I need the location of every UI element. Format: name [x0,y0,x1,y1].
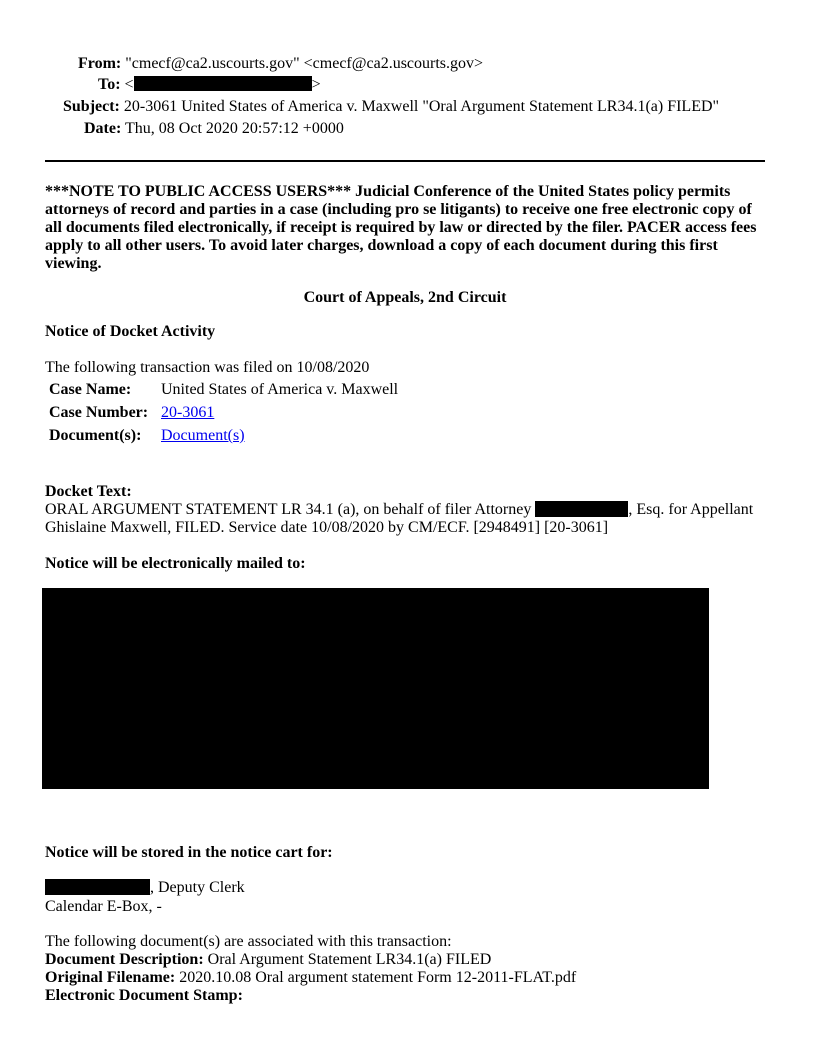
subject-label: Subject: [63,98,120,115]
from-label: From: [78,55,122,72]
notice-cart-heading: Notice will be stored in the notice cart for: [45,844,333,861]
document-description-row [45,951,491,969]
to-redaction [134,76,312,91]
docket-text-part1: ORAL ARGUMENT STATEMENT LR 34.1 (a), on behalf of filer Attorney [45,501,536,518]
header-divider [45,160,765,162]
docket-text-part2: , Esq. for Appellant Ghislaine Maxwell, FILED. Service date 10/08/2020 by CM/ECF. [2948491] [20-3061] [45,501,754,536]
court-title: Court of Appeals, 2nd Circuit [303,289,507,306]
calendar-ebox: Calendar E-Box, - [45,898,162,915]
from-value: "cmecf@ca2.uscourts.gov" <cmecf@ca2.uscourts.gov> [125,55,484,72]
documents-label: Document(s): [49,427,142,444]
email-to-row [98,76,321,94]
original-filename-label: Original Filename: [45,969,176,986]
case-number-link[interactable]: 20-3061 [161,404,215,421]
document-description-value: Oral Argument Statement LR34.1(a) FILED [203,951,492,968]
docket-text-label: Docket Text: [45,483,132,500]
associated-docs-line: The following document(s) are associated with this transaction: [45,933,452,950]
documents-link[interactable]: Document(s) [161,427,245,444]
deputy-clerk-text: , Deputy Clerk [150,879,245,896]
document-description-label: Document Description: [45,951,204,968]
original-filename-row [45,969,576,987]
case-number-label: Case Number: [49,404,149,421]
docket-activity-heading: Notice of Docket Activity [45,323,216,340]
to-label: To: [98,76,121,93]
attorney-redaction [535,501,628,517]
docket-text [45,501,775,537]
transaction-line: The following transaction was filed on 10/08/2020 [45,359,370,376]
case-name-value: United States of America v. Maxwell [161,381,399,398]
public-access-note: ***NOTE TO PUBLIC ACCESS USERS*** Judicial Conference of the United States policy permits attorneys of record and parties in a case (including pro se litigants) to receive one free electronic copy of all documents filed electronically, if receipt is required by law or directed by the filer. PACER access fees apply to all other users. To avoid later charges, download a copy of each document during this first viewing. [45,183,757,272]
date-label: Date: [84,120,122,137]
original-filename-value: 2020.10.08 Oral argument statement Form 12-2011-FLAT.pdf [175,969,577,986]
to-close-bracket: > [311,76,321,93]
case-name-label: Case Name: [49,381,132,398]
clerk-name-redaction [45,879,150,895]
to-open-bracket: < [124,76,134,93]
date-value: Thu, 08 Oct 2020 20:57:12 +0000 [125,120,344,137]
mailing-list-redaction [42,588,709,789]
email-from-row [78,55,483,73]
mailed-heading: Notice will be electronically mailed to: [45,555,306,572]
electronic-stamp-label: Electronic Document Stamp: [45,987,243,1004]
subject-value: 20-3061 United States of America v. Maxwell "Oral Argument Statement LR34.1(a) FILED" [123,98,720,115]
email-subject-row [63,98,719,116]
deputy-clerk-row [45,879,245,897]
email-date-row [84,120,344,138]
